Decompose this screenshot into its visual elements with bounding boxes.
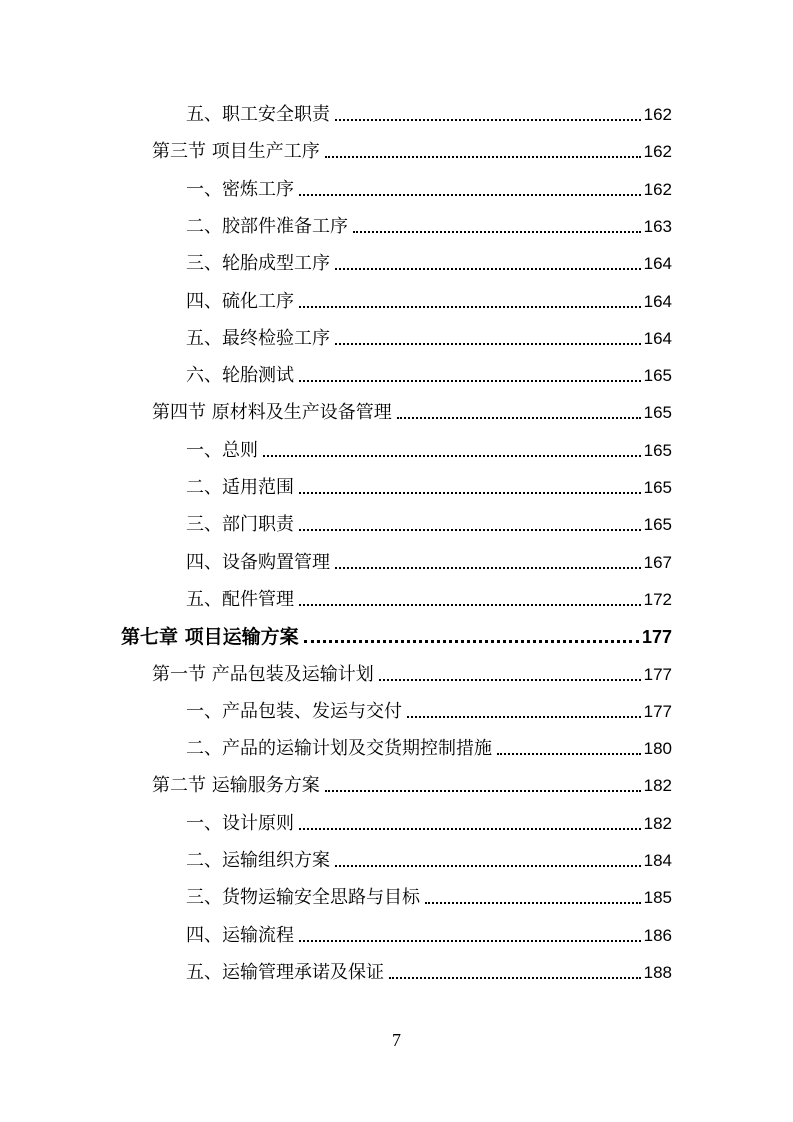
toc-entry-title: 第四节 原材料及生产设备管理 <box>152 402 392 424</box>
toc-entry-title: 第七章 项目运输方案 <box>121 626 299 649</box>
toc-entry-title: 一、产品包装、发运与交付 <box>186 700 402 722</box>
toc-entry-title: 一、设计原则 <box>186 812 294 834</box>
toc-entry[interactable] <box>152 398 672 428</box>
toc-entry[interactable] <box>186 846 672 876</box>
dot-leader <box>335 119 641 121</box>
toc-entry[interactable] <box>186 361 672 391</box>
toc-entry[interactable] <box>186 287 672 317</box>
toc-entry-page: 172 <box>643 589 672 609</box>
toc-entry-page: 162 <box>643 142 672 162</box>
toc-entry-page: 177 <box>643 664 672 684</box>
toc-entry[interactable] <box>186 324 672 354</box>
dot-leader <box>299 604 641 606</box>
dot-leader <box>299 492 641 494</box>
toc-entry-title: 四、硫化工序 <box>186 290 294 312</box>
dot-leader <box>299 306 641 308</box>
toc-entry-title: 第三节 项目生产工序 <box>152 141 320 163</box>
dot-leader <box>497 753 641 755</box>
toc-entry[interactable] <box>186 734 672 764</box>
dot-leader <box>353 231 641 233</box>
page-number: 7 <box>392 1030 401 1050</box>
toc-entry-title: 五、运输管理承诺及保证 <box>186 961 384 983</box>
toc-entry-page: 165 <box>643 366 672 386</box>
dot-leader <box>397 417 641 419</box>
toc-entry-page: 163 <box>643 216 672 236</box>
toc-entry-title: 四、设备购置管理 <box>186 551 330 573</box>
dot-leader <box>325 156 641 158</box>
toc-entry-page: 162 <box>643 105 672 124</box>
toc-entry-title: 一、密炼工序 <box>186 178 294 200</box>
toc-entry-page: 165 <box>643 403 672 423</box>
toc-entry[interactable] <box>121 622 672 652</box>
toc-entry-page: 185 <box>643 888 672 908</box>
dot-leader <box>299 380 641 382</box>
toc-entry[interactable] <box>186 175 672 205</box>
toc-entry-page: 165 <box>643 515 672 535</box>
toc-entry-title: 四、运输流程 <box>186 924 294 946</box>
toc-entry-page: 162 <box>643 179 672 199</box>
toc-entry-page: 186 <box>643 925 672 945</box>
toc-entry[interactable] <box>186 697 672 727</box>
toc-entry-page: 164 <box>643 328 672 348</box>
toc-entry-title: 三、轮胎成型工序 <box>186 253 330 275</box>
toc-entry-title: 六、轮胎测试 <box>186 365 294 387</box>
dot-leader <box>263 455 641 457</box>
toc-entry-page: 182 <box>643 776 672 796</box>
toc-entry-title: 五、配件管理 <box>186 588 294 610</box>
toc-entry[interactable] <box>186 249 672 279</box>
dot-leader <box>299 194 641 196</box>
toc-entry-title: 三、货物运输安全思路与目标 <box>186 887 420 909</box>
toc-entry-title: 五、职工安全职责 <box>186 104 330 125</box>
toc-entry-title: 第二节 运输服务方案 <box>152 775 320 797</box>
toc-entry-page: 177 <box>641 627 672 648</box>
toc-entry[interactable] <box>186 585 672 615</box>
dot-leader <box>335 343 641 345</box>
toc-entry[interactable] <box>152 771 672 801</box>
toc-entry[interactable] <box>186 921 672 951</box>
toc-entry-title: 第一节 产品包装及运输计划 <box>152 663 374 685</box>
toc-entry-page: 182 <box>643 813 672 833</box>
toc-entry-page: 165 <box>643 440 672 460</box>
toc-entry-page: 165 <box>643 478 672 497</box>
toc-entry-title: 三、部门职责 <box>186 514 294 536</box>
dot-leader <box>299 828 641 830</box>
toc-entry-page: 167 <box>643 552 672 572</box>
toc-entry[interactable] <box>186 473 672 503</box>
dot-leader <box>325 790 641 792</box>
toc-entry-page: 184 <box>643 851 672 870</box>
dot-leader <box>335 567 641 569</box>
toc-entry-page: 188 <box>643 962 672 982</box>
toc-entry[interactable] <box>186 100 672 130</box>
dot-leader <box>304 640 639 643</box>
toc-entry-title: 二、运输组织方案 <box>186 850 330 871</box>
dot-leader <box>335 268 641 270</box>
toc-entry-page: 164 <box>643 254 672 274</box>
dot-leader <box>389 977 641 979</box>
toc-entry[interactable] <box>186 958 672 988</box>
toc-entry-title: 五、最终检验工序 <box>186 327 330 349</box>
dot-leader <box>407 716 641 718</box>
toc-entry[interactable] <box>186 436 672 466</box>
dot-leader <box>379 679 641 681</box>
dot-leader <box>299 529 641 531</box>
toc-entry-page: 164 <box>643 291 672 311</box>
toc-entry[interactable] <box>186 883 672 913</box>
dot-leader <box>335 865 641 867</box>
toc-entry-title: 一、总则 <box>186 439 258 461</box>
toc-entry-page: 177 <box>643 701 672 721</box>
toc-entry[interactable] <box>152 137 672 167</box>
toc-entry-page: 180 <box>643 739 672 759</box>
toc-entry-title: 二、产品的运输计划及交货期控制措施 <box>186 738 492 760</box>
toc-entry[interactable] <box>186 510 672 540</box>
toc-entry-title: 二、胶部件准备工序 <box>186 215 348 237</box>
toc-entry[interactable] <box>186 548 672 578</box>
toc-entry[interactable] <box>186 212 672 242</box>
dot-leader <box>425 902 641 904</box>
dot-leader <box>299 940 641 942</box>
toc-entry[interactable] <box>186 809 672 839</box>
toc-entry-title: 二、适用范围 <box>186 477 294 498</box>
toc-entry[interactable] <box>152 660 672 690</box>
